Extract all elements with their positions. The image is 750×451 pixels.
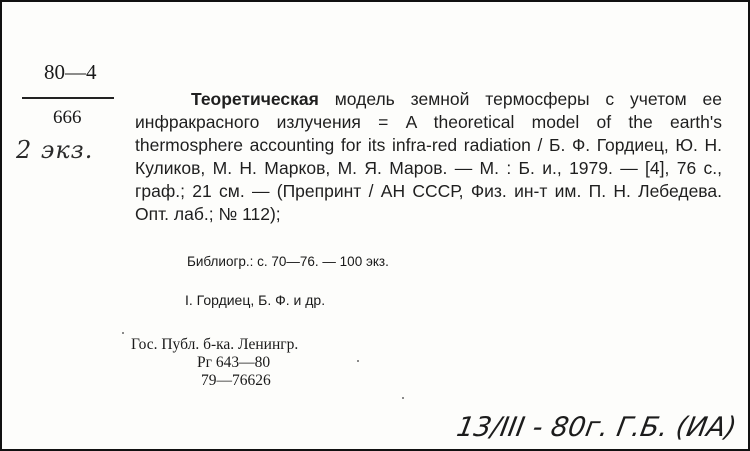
handwritten-date-note: 13/III - 80г. Г.Б. (ИА) [454, 412, 739, 443]
shelf-mark-bottom: 666 [53, 107, 82, 128]
library-stamp [131, 336, 298, 390]
added-entry: I. Гордиец, Б. Ф. и др. [185, 292, 326, 308]
handwritten-copies-note: 2 экз. [16, 136, 94, 164]
speck [357, 360, 359, 362]
bibliographic-description [135, 88, 722, 225]
shelf-mark-divider [22, 97, 114, 99]
library-code: Рг 643—80 [197, 354, 271, 371]
card-number: 79—76626 [201, 372, 271, 389]
bibliography-note: Библиогр.: с. 70—76. — 100 экз. [187, 254, 389, 269]
speck [122, 332, 124, 334]
speck [402, 397, 404, 399]
description-text: модель земной термосферы с учетом ее инфракрасного излучения = A theoretical model of the earth's thermosphere accounting for its infra-red radiation / Б. Ф. Гордиец, Ю. Н. Куликов, М. Н. Марков, М. Я. Маров. — М. : Б. и., 1979. — [4], 76 с., граф.; 21 см. — (Препринт / АН СССР, Физ. ин-т им. П. Н. Лебедева. Опт. лаб.; № 112); [135, 89, 722, 224]
title-bold: Теоретическая [191, 89, 319, 109]
library-name: Гос. Публ. б-ка. Ленингр. [131, 336, 299, 353]
shelf-mark-top: 80—4 [44, 60, 97, 84]
